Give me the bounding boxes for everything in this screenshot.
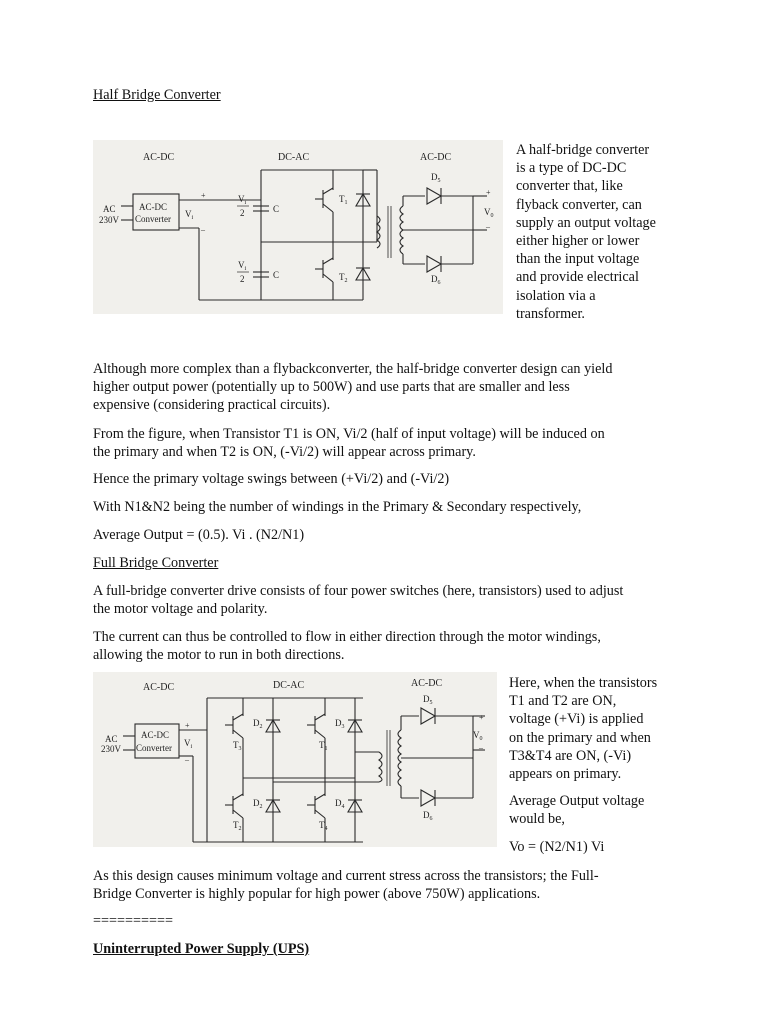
full-side-line: appears on primary. [509, 766, 622, 783]
heading-full-bridge: Full Bridge Converter [93, 555, 219, 571]
average-output-formula: Average Output = (0.5). Vi . (N2/N1) [93, 527, 305, 543]
svg-text:C: C [273, 204, 280, 214]
svg-text:T3: $T_3$ [233, 740, 242, 752]
half-side-line: supply an output voltage [516, 214, 656, 231]
half-bridge-description [516, 141, 696, 323]
fig1-label-acdc-right: AC-DC [420, 152, 452, 163]
svg-text:AC: AC [103, 204, 116, 214]
svg-text:V0: $V_0$ [484, 207, 494, 219]
svg-text:D3: $D_3$ [335, 718, 345, 730]
full-side-avg-line: would be, [509, 811, 565, 828]
paragraph-windings: With N1&N2 being the number of windings in the Primary & Secondary respectively, [93, 499, 582, 515]
svg-text:–: – [479, 743, 483, 752]
svg-text:2: 2 [240, 208, 245, 218]
svg-text:AC-DC: AC-DC [411, 678, 443, 689]
svg-text:–: – [201, 225, 205, 234]
para-line: Bridge Converter is highly popular for high power (above 750W) applications. [93, 886, 541, 902]
svg-text:D6: $D_6$ [431, 274, 441, 286]
full-bridge-circuit-diagram [93, 672, 497, 847]
half-side-line: converter that, like [516, 178, 623, 195]
svg-text:T1: $T_1$ [339, 194, 348, 206]
paragraph-full-bridge-summary [93, 867, 693, 903]
svg-text:D5: $D_5$ [431, 172, 441, 184]
svg-text:–: – [486, 222, 490, 231]
half-side-line: and provide electrical [516, 269, 639, 286]
para-line: Although more complex than a flybackconverter, the half-bridge converter design can yield [93, 361, 613, 377]
svg-text:AC: AC [105, 734, 118, 744]
half-side-line: is a type of DC-DC [516, 160, 627, 177]
svg-text:+: + [185, 721, 190, 730]
para-line: As this design causes minimum voltage and current stress across the transistors; the Full- [93, 868, 599, 884]
full-side-line: T1 and T2 are ON, [509, 693, 617, 710]
svg-text:AC-DC: AC-DC [139, 202, 168, 212]
svg-text:Converter: Converter [135, 214, 171, 224]
svg-text:230V: 230V [99, 215, 119, 225]
paragraph-full-bridge-intro [93, 582, 693, 618]
fig1-label-acdc-left: AC-DC [143, 152, 175, 163]
svg-text:+: + [201, 191, 206, 200]
paragraph-voltage-swing: Hence the primary voltage swings between (+Vi/2) and (-Vi/2) [93, 471, 450, 487]
full-bridge-description [509, 674, 699, 783]
svg-text:–: – [185, 755, 189, 764]
full-side-line: Here, when the transistors [509, 675, 658, 691]
heading-half-bridge: Half Bridge Converter [93, 87, 221, 103]
svg-text:T2: $T_2$ [339, 272, 348, 284]
svg-text:D2: $D_2$ [253, 718, 263, 730]
para-line: allowing the motor to run in both directions. [93, 647, 345, 663]
full-side-line: voltage (+Vi) is applied [509, 711, 644, 728]
svg-text:AC-DC: AC-DC [143, 682, 175, 693]
half-side-line: transformer. [516, 305, 585, 322]
svg-text:Vi: $V_i$ [185, 209, 194, 221]
svg-text:DC-AC: DC-AC [273, 680, 305, 691]
para-line: A full-bridge converter drive consists of four power switches (here, transistors) used to adjust [93, 583, 624, 599]
separator-line: ========== [93, 913, 174, 929]
svg-text:V0: $V_0$ [473, 730, 483, 742]
full-side-line: on the primary and when [509, 729, 651, 746]
full-bridge-output-formula: Vo = (N2/N1) Vi [509, 839, 605, 855]
half-side-line: isolation via a [516, 287, 596, 304]
svg-text:D5: $D_5$ [423, 694, 433, 706]
svg-text:+: + [479, 713, 484, 722]
para-line: the primary and when T2 is ON, (-Vi/2) will appear across primary. [93, 444, 476, 460]
svg-text:D2: $D_2$ [253, 798, 263, 810]
svg-text:Vi: $V_i$ [238, 194, 247, 206]
fig1-acdc-converter-box [133, 194, 179, 230]
para-line: higher output power (potentially up to 500W) and use parts that are smaller and less [93, 379, 570, 395]
svg-text:T4: $T_4$ [319, 820, 328, 832]
para-line: From the figure, when Transistor T1 is ON, Vi/2 (half of input voltage) will be induced on [93, 426, 605, 442]
svg-text:230V: 230V [101, 744, 121, 754]
full-side-line: T3&T4 are ON, (-Vi) [509, 747, 632, 764]
svg-text:Vi: $V_i$ [238, 260, 247, 272]
half-side-line: flyback converter, can [516, 196, 642, 213]
svg-text:AC-DC: AC-DC [141, 730, 170, 740]
svg-text:2: 2 [240, 274, 245, 284]
paragraph-transistor-on [93, 425, 693, 461]
svg-text:Converter: Converter [136, 743, 172, 753]
svg-text:C: C [273, 270, 280, 280]
para-line: the motor voltage and polarity. [93, 601, 268, 617]
svg-text:T2: $T_2$ [233, 820, 242, 832]
para-line: expensive (considering practical circuits). [93, 397, 331, 413]
svg-text:Vi: $V_i$ [184, 738, 193, 750]
para-line: The current can thus be controlled to flow in either direction through the motor windings, [93, 629, 601, 645]
fig1-label-dcac: DC-AC [278, 152, 310, 163]
svg-text:D6: $D_6$ [423, 810, 433, 822]
paragraph-complexity [93, 360, 693, 414]
half-side-line: either higher or lower [516, 233, 640, 250]
svg-text:+: + [486, 188, 491, 197]
half-side-line: than the input voltage [516, 251, 640, 268]
heading-ups: Uninterrupted Power Supply (UPS) [93, 941, 310, 957]
half-bridge-circuit-diagram [93, 140, 503, 314]
paragraph-current-direction [93, 628, 693, 664]
svg-text:D4: $D_4$ [335, 798, 345, 810]
half-side-line: A half-bridge converter [516, 142, 650, 158]
full-bridge-average-output [509, 792, 699, 828]
full-side-avg-line: Average Output voltage [509, 793, 645, 809]
svg-text:T1: $T_1$ [319, 740, 328, 752]
